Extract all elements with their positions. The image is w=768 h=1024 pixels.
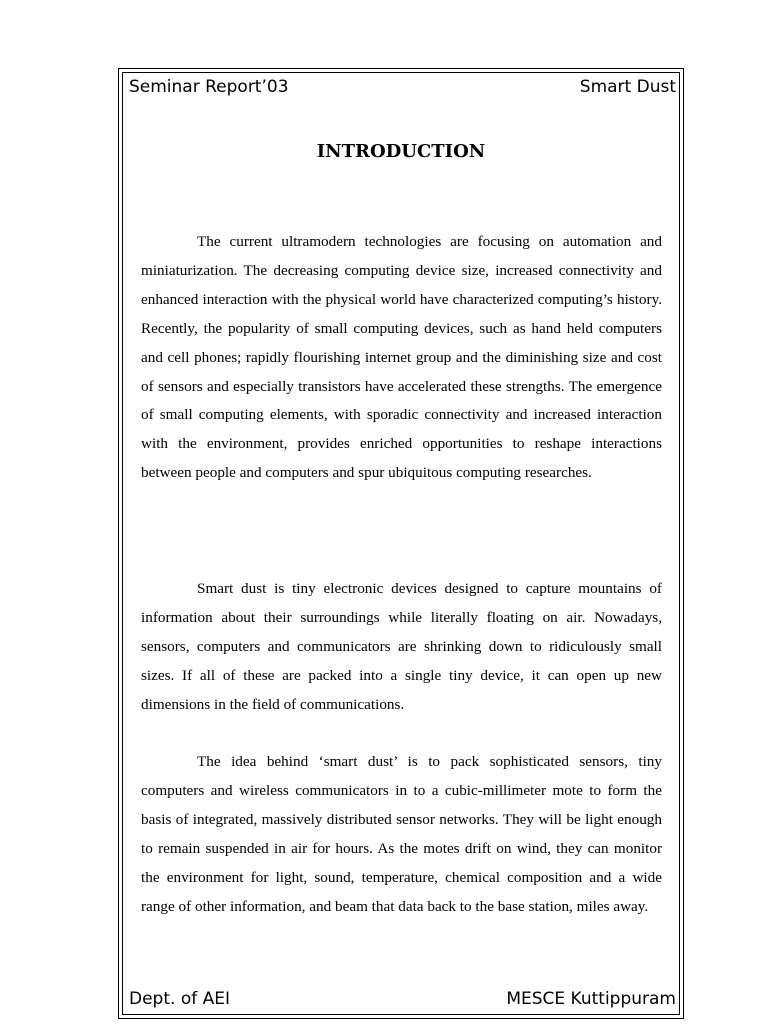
header-report-title: Seminar Report’03	[129, 77, 289, 97]
footer-department: Dept. of AEI	[129, 989, 230, 1009]
header-topic: Smart Dust	[579, 77, 676, 97]
paragraph-2: Smart dust is tiny electronic devices designed to capture mountains of information about their surroundings while literally floating on air. Nowadays, sensors, computers and communicators are shrinking down to ridiculously small sizes. If all of these are packed into a single tiny device, it can open up new dimensions in the field of communications.	[141, 580, 662, 713]
footer-institution: MESCE Kuttippuram	[506, 989, 676, 1009]
section-title: INTRODUCTION	[316, 141, 486, 162]
paragraph-3: The idea behind ‘smart dust’ is to pack sophisticated sensors, tiny computers and wireless communicators in to a cubic-millimeter mote to form the basis of integrated, massively distributed sensor networks. They will be light enough to remain suspended in air for hours. As the motes drift on wind, they can monitor the environment for light, sound, temperature, chemical composition and a wide range of other information, and beam that data back to the base station, miles away.	[141, 753, 662, 915]
paragraph-1: The current ultramodern technologies are focusing on automation and miniaturization. The decreasing computing device size, increased connectivity and enhanced interaction with the physical world have characterized computing’s history. Recently, the popularity of small computing devices, such as hand held computers and cell phones; rapidly flourishing internet group and the diminishing size and cost of sensors and especially transistors have accelerated these strengths. The emergence of small computing elements, with sporadic connectivity and increased interaction with the environment, provides enriched opportunities to reshape interactions between people and computers and spur ubiquitous computing researches.	[141, 233, 662, 482]
